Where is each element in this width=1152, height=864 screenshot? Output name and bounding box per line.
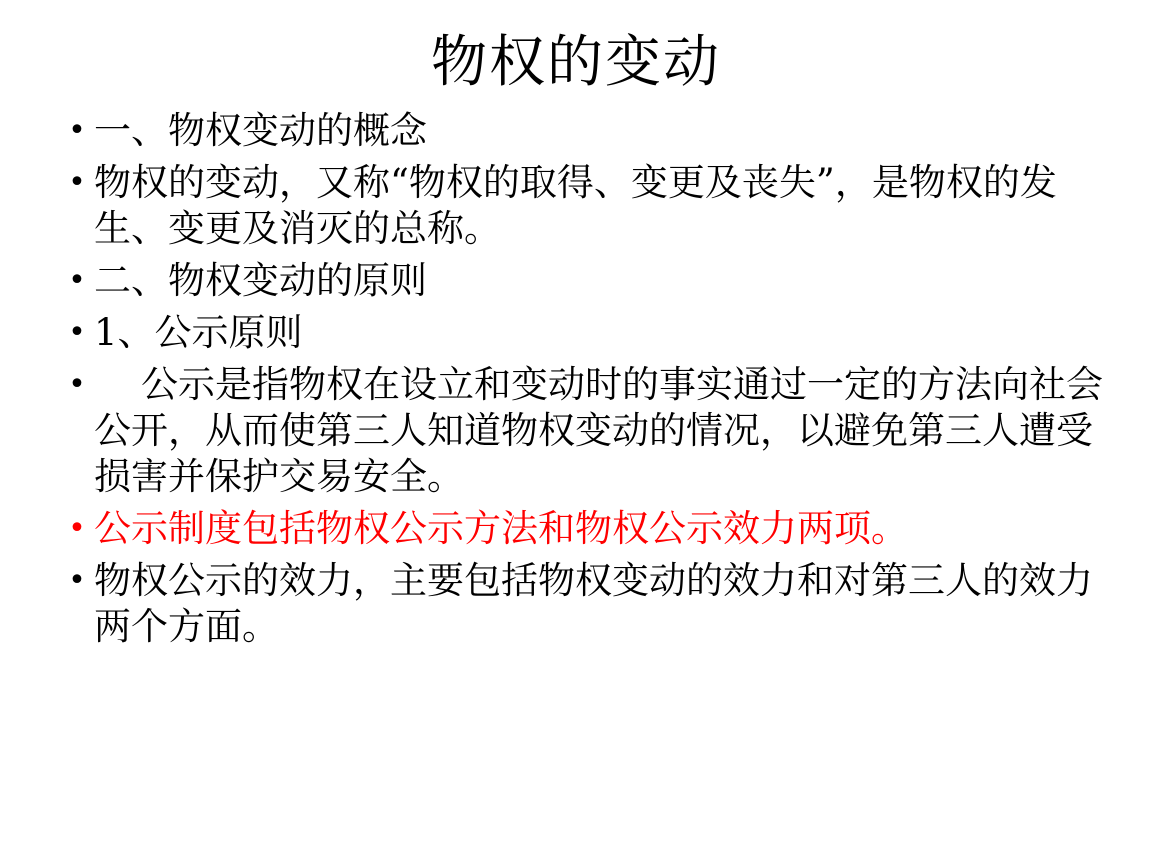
bullet-icon: • [68,314,86,350]
list-item [60,310,1112,356]
bullet-list [0,104,1152,650]
list-item [60,108,1112,154]
list-item-text: 公示是指物权在设立和变动时的事实通过一定的方法向社会公开，从而使第三人知道物权变动的情况，以避免第三人遭受损害并保护交易安全。 [94,362,1104,498]
list-item [60,362,1112,500]
list-item-highlight [60,506,1112,552]
bullet-icon: • [68,366,86,402]
list-item [60,558,1112,650]
list-item-text: 物权的变动，又称“物权的取得、变更及丧失”，是物权的发生、变更及消灭的总称。 [94,160,1057,250]
list-item [60,258,1112,304]
bullet-icon: • [68,562,86,598]
list-item [60,160,1112,252]
bullet-icon: • [68,262,86,298]
bullet-icon: • [68,164,86,200]
list-item-text: 公示制度包括物权公示方法和物权公示效力两项。 [94,506,908,550]
list-item-text: 1、公示原则 [94,310,303,354]
list-item-text: 物权公示的效力，主要包括物权变动的效力和对第三人的效力两个方面。 [94,558,1093,648]
list-item-text: 二、物权变动的原则 [94,258,427,302]
bullet-icon: • [68,112,86,148]
list-item-text: 一、物权变动的概念 [94,108,427,152]
page-title: 物权的变动 [431,30,721,95]
bullet-icon: • [68,510,86,546]
